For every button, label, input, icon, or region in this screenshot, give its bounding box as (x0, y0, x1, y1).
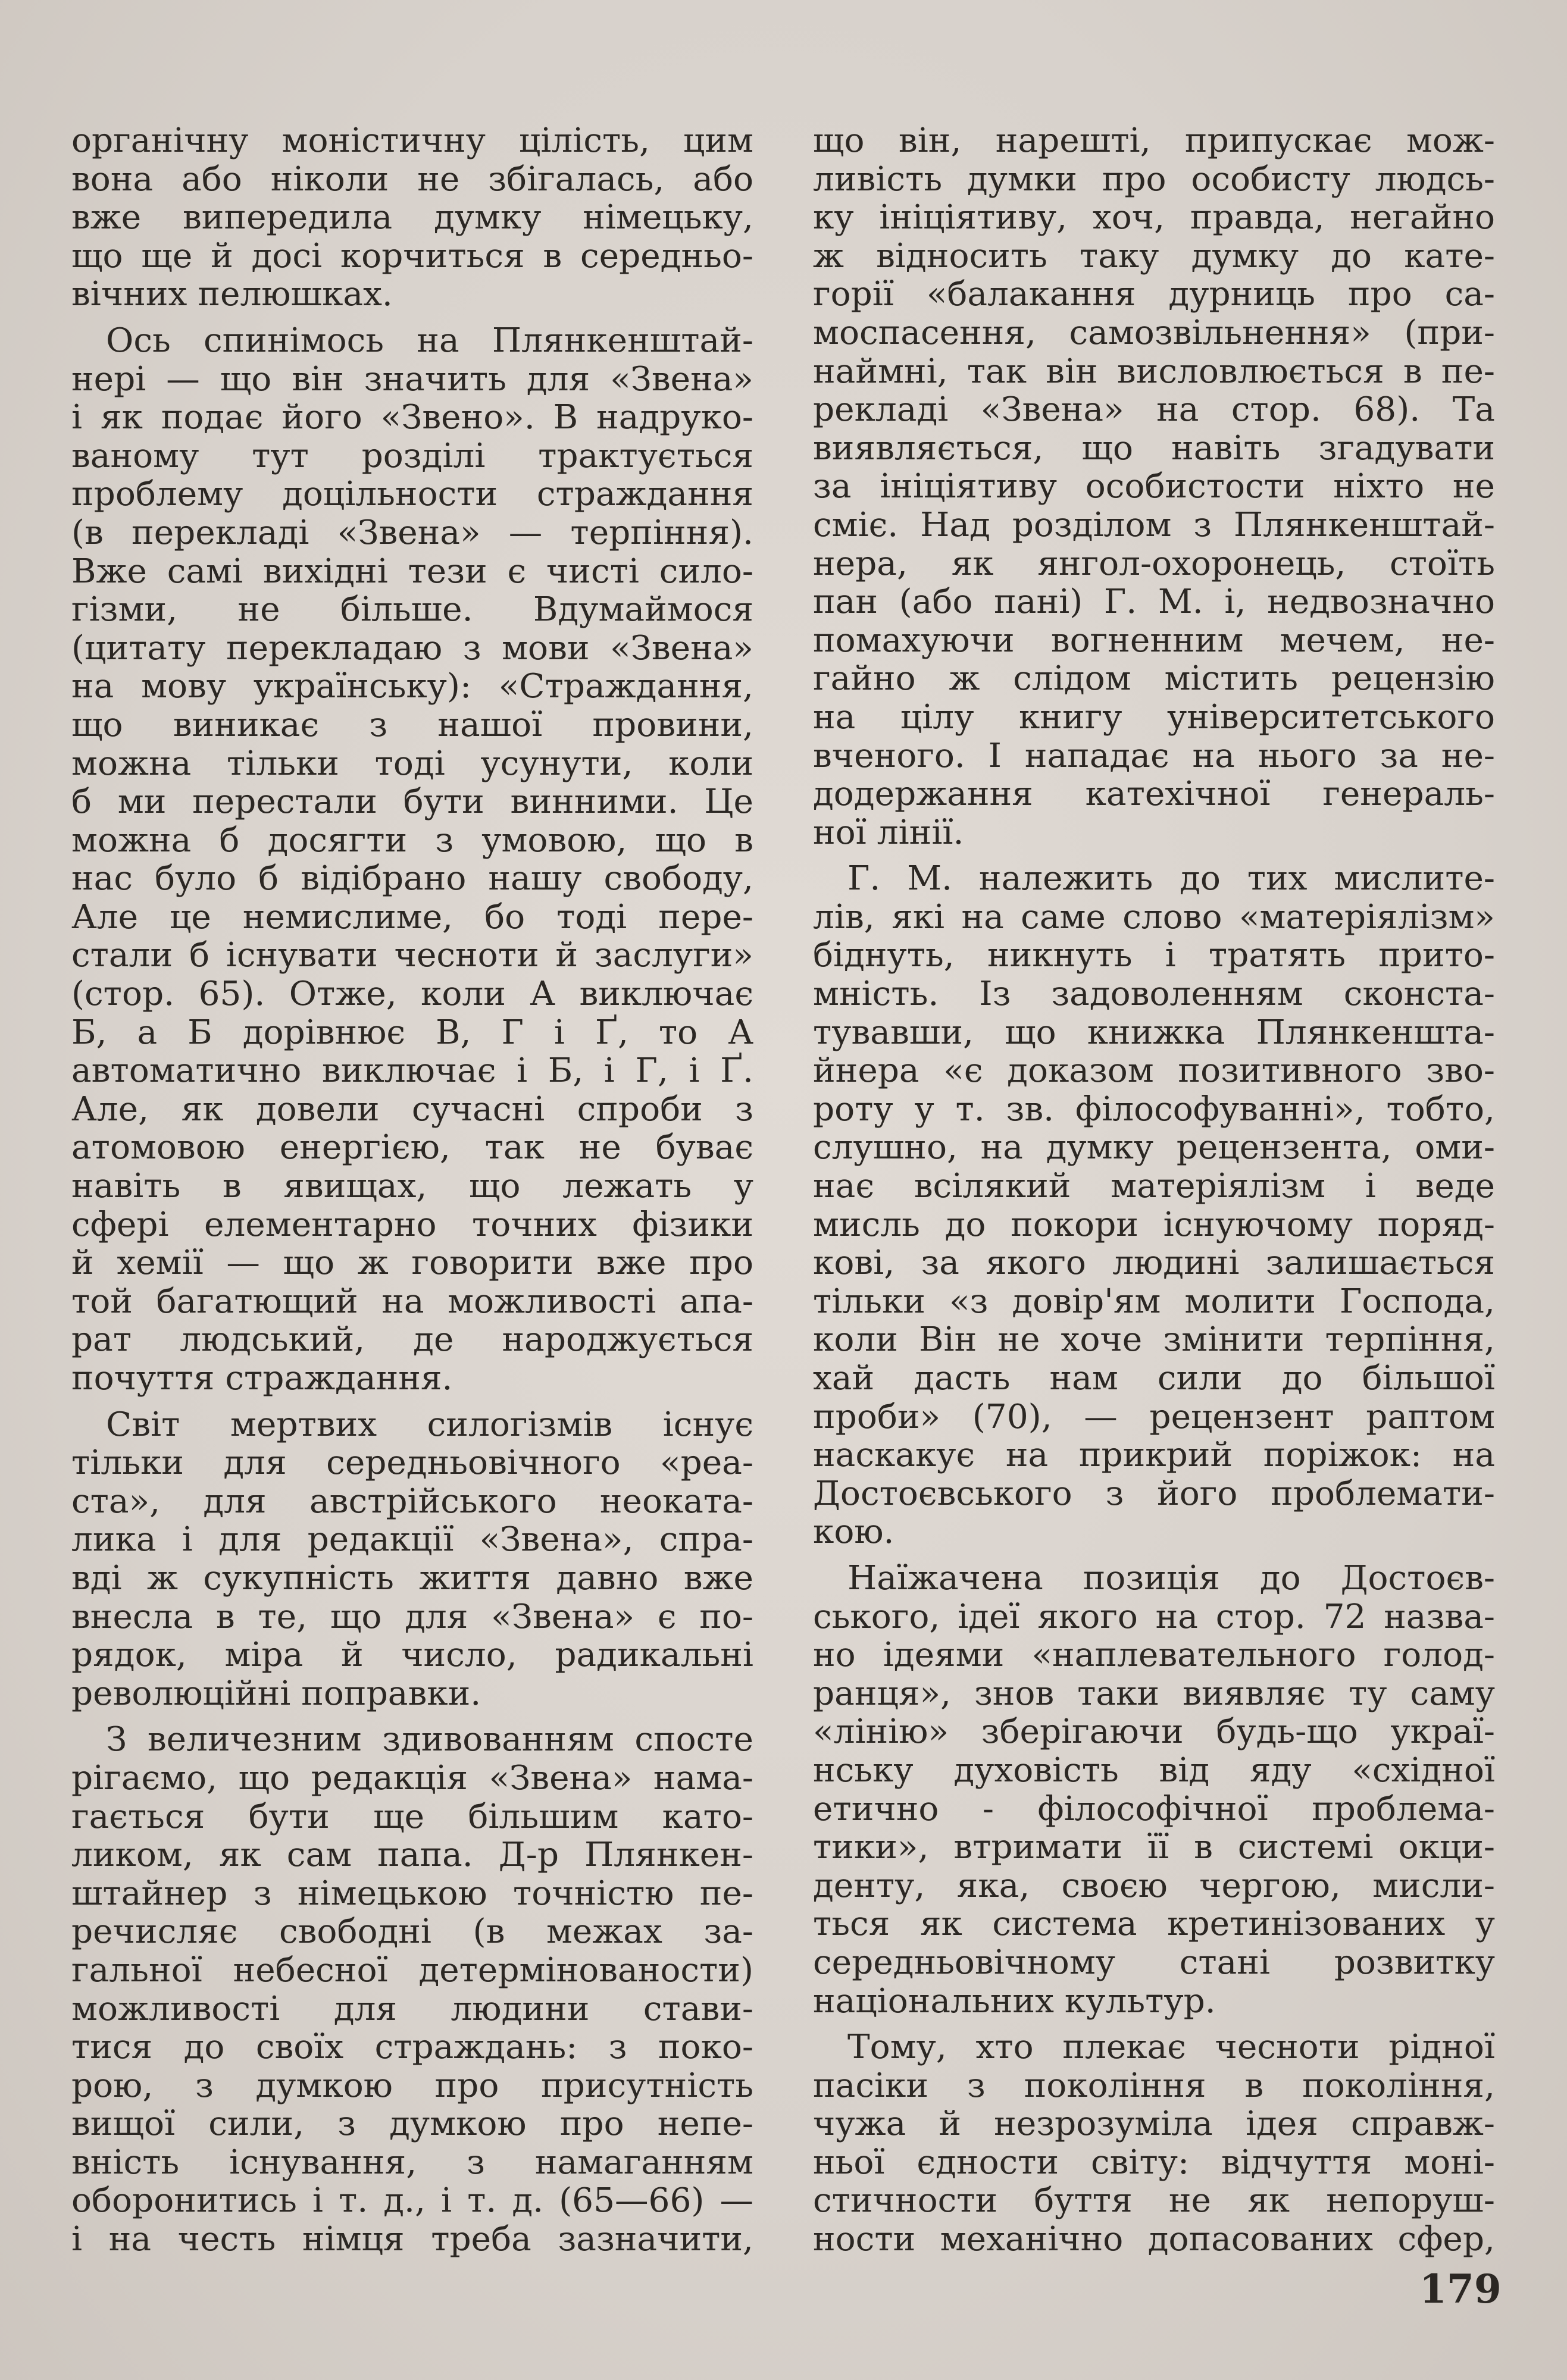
text-line: мність. Із задоволенням сконста- (813, 975, 1495, 1014)
text-line: що він, нарешті, припускає мож- (813, 121, 1495, 160)
text-line: (в перекладі «Звена» — терпіння). (71, 513, 753, 552)
text-line: пан (або пані) Г. М. і, недвозначно (813, 583, 1495, 622)
text-line: горії «балакання дурниць про са- (813, 275, 1495, 314)
text-line: проби» (70), — рецензент раптом (813, 1397, 1495, 1436)
text-line: що виникає з нашої провини, (71, 705, 753, 744)
text-line: лика і для редакції «Звена», спра- (71, 1520, 753, 1559)
text-line: рат людський, де народжується (71, 1320, 753, 1360)
text-line: ського, ідеї якого на стор. 72 назва- (813, 1597, 1495, 1636)
text-line: рігаємо, що редакція «Звена» нама- (71, 1758, 753, 1797)
text-line: З величезним здивованням спосте (106, 1720, 753, 1759)
text-line: рядок, міра й число, радикальні (71, 1636, 753, 1675)
text-line: ку ініціятиву, хоч, правда, негайно (813, 198, 1495, 237)
paragraph (71, 322, 753, 1398)
text-line: йнера «є доказом позитивного зво- (813, 1051, 1495, 1091)
text-line: ної лінії. (813, 813, 964, 852)
text-line: проблему доцільности страждання (71, 475, 753, 514)
text-line: почуття страждання. (71, 1359, 453, 1398)
page-number: 179 (1419, 2266, 1502, 2312)
text-line: ваному тут розділі трактується (71, 436, 753, 475)
text-line: внесла в те, що для «Звена» є по- (71, 1597, 753, 1636)
paragraph (813, 122, 1495, 852)
text-line: помахуючи вогненним мечем, не- (813, 621, 1495, 660)
text-line: тільки «з довір'ям молити Господа, (813, 1282, 1495, 1321)
text-line: навіть в явищах, що лежать у (71, 1167, 753, 1206)
text-line: вченого. І нападає на нього за не- (813, 736, 1495, 775)
text-line: наймні, так він висловлюється в пе- (813, 352, 1495, 391)
text-line: кові, за якого людині залишається (813, 1244, 1495, 1283)
text-line: Вже самі вихідні тези є чисті сило- (71, 552, 753, 591)
text-line: гайно ж слідом містить рецензію (813, 659, 1495, 699)
text-line: вона або ніколи не збігалась, або (71, 159, 753, 199)
text-line: б ми перестали бути винними. Це (71, 782, 753, 822)
text-line: стичности буття не як непоруш- (813, 2181, 1495, 2221)
text-line: лів, які на саме слово «матеріялізм» (813, 897, 1495, 937)
text-line: слушно, на думку рецензента, оми- (813, 1128, 1495, 1167)
text-line: що ще й досі корчиться в середньо- (71, 236, 753, 275)
text-line: пасіки з покоління в покоління, (813, 2066, 1495, 2105)
text-line: той багатющий на можливості апа- (71, 1282, 753, 1321)
text-line: моспасення, самозвільнення» (при- (813, 313, 1495, 352)
text-line: можна тільки тоді усунути, коли (71, 744, 753, 783)
right-column (813, 122, 1495, 2267)
text-line: середньовічному стані розвитку (813, 1943, 1495, 1982)
text-line: роту у т. зв. філософуванні», тобто, (813, 1089, 1495, 1129)
text-line: рекладі «Звена» на стор. 68). Та (813, 390, 1495, 430)
text-line: хай дасть нам сили до більшої (813, 1359, 1495, 1398)
text-line: органічну моністичну цілість, цим (71, 121, 753, 160)
text-line: нері — що він значить для «Звена» (71, 359, 753, 399)
paragraph (71, 1406, 753, 1714)
text-line: сфері елементарно точних фізики (71, 1205, 753, 1244)
text-line: тувавши, що книжка Плянкеншта- (813, 1013, 1495, 1052)
text-line: Ось спинімось на Плянкенштай- (106, 321, 753, 360)
text-line: вже випередила думку німецьку, (71, 198, 753, 237)
text-line: тися до своїх страждань: з поко- (71, 2028, 753, 2067)
text-line: рою, з думкою про присутність (71, 2066, 753, 2105)
text-line: ж відносить таку думку до кате- (813, 236, 1495, 275)
text-line: мисль до покори існуючому поряд- (813, 1205, 1495, 1244)
text-line: можливості для людини стави- (71, 1989, 753, 2028)
text-line: тики», втримати її в системі окци- (813, 1828, 1495, 1867)
paragraph (71, 1721, 753, 2259)
text-line: атомовою енергією, так не буває (71, 1128, 753, 1167)
text-line: (стор. 65). Отже, коли А виключає (71, 975, 753, 1014)
text-line: кою. (813, 1512, 894, 1552)
text-line: стали б існувати чесноти й заслуги» (71, 936, 753, 975)
text-line: виявляється, що навіть згадувати (813, 428, 1495, 468)
text-line: і як подає його «Звено». В надруко- (71, 398, 753, 437)
text-line: біднуть, никнуть і тратять прито- (813, 936, 1495, 975)
text-line: на цілу книгу університетського (813, 697, 1495, 737)
text-line: Але це немислиме, бо тоді пере- (71, 897, 753, 937)
text-line: ться як система кретинізованих у (813, 1905, 1495, 1944)
text-line: автоматично виключає і Б, і Г, і Ґ. (71, 1051, 753, 1091)
text-line: Світ мертвих силогізмів існує (106, 1405, 753, 1444)
text-line: штайнер з німецькою точністю пе- (71, 1874, 753, 1913)
left-column (71, 122, 753, 2267)
text-line: додержання катехічної генераль- (813, 775, 1495, 814)
text-line: гальної небесної детермінованости) (71, 1950, 753, 1990)
text-line: й хемії — що ж говорити вже про (71, 1244, 753, 1283)
text-line: коли Він не хоче змінити терпіння, (813, 1320, 1495, 1360)
text-line: гізми, не більше. Вдумаймося (71, 590, 753, 630)
text-line: гається бути ще більшим като- (71, 1797, 753, 1836)
text-line: національних культур. (813, 1981, 1216, 2021)
paragraph (813, 2028, 1495, 2259)
text-line: наскакує на прикрий поріжок: на (813, 1436, 1495, 1475)
text-line: вність існування, з намаганням (71, 2143, 753, 2182)
text-line: вищої сили, з думкою про непе- (71, 2105, 753, 2144)
text-line: оборонитись і т. д., і т. д. (65—66) — (71, 2181, 753, 2221)
text-line: денту, яка, своєю чергою, мисли- (813, 1866, 1495, 1905)
text-line: Г. М. належить до тих мислите- (847, 859, 1495, 898)
text-line: чужа й незрозуміла ідея справж- (813, 2105, 1495, 2144)
text-line: ста», для австрійського неоката- (71, 1482, 753, 1521)
text-line: ности механічно допасованих сфер, (813, 2220, 1495, 2259)
text-line: (цитату перекладаю з мови «Звена» (71, 628, 753, 668)
text-line: вді ж сукупність життя давно вже (71, 1558, 753, 1598)
text-line: за ініціятиву особистости ніхто не (813, 467, 1495, 506)
text-line: ликом, як сам папа. Д-р Плянкен- (71, 1836, 753, 1875)
text-line: Достоєвського з його проблемати- (813, 1474, 1495, 1513)
text-line: Тому, хто плекає чесноти рідної (847, 2028, 1495, 2067)
paragraph (813, 860, 1495, 1552)
text-line: речисляє свободні (в межах за- (71, 1912, 753, 1952)
text-line: і на честь німця треба зазначити, (71, 2220, 753, 2259)
text-line: вічних пелюшках. (71, 275, 393, 314)
text-line: на мову українську): «Страждання, (71, 667, 753, 706)
text-line: нську духовість від яду «східної (813, 1750, 1495, 1790)
text-line: Б, а Б дорівнює В, Г і Ґ, то А (71, 1013, 753, 1052)
text-line: но ідеями «наплевательного голод- (813, 1636, 1495, 1675)
text-line: нера, як янгол-охоронець, стоїть (813, 544, 1495, 583)
text-line: Але, як довели сучасні спроби з (71, 1089, 753, 1129)
text-line: ньої єдности світу: відчуття моні- (813, 2143, 1495, 2182)
text-line: етично - філософічної проблема- (813, 1789, 1495, 1828)
text-line: ливість думки про особисту людсь- (813, 159, 1495, 199)
text-line: «лінію» зберігаючи будь-що украї- (813, 1712, 1495, 1752)
text-line: можна б досягти з умовою, що в (71, 821, 753, 860)
text-line: тільки для середньовічного «реа- (71, 1443, 753, 1483)
text-line: нас було б відібрано нашу свободу, (71, 859, 753, 898)
paragraph (813, 1559, 1495, 2021)
text-line: сміє. Над розділом з Плянкенштай- (813, 505, 1495, 544)
text-line: ранця», знов таки виявляє ту саму (813, 1674, 1495, 1713)
text-line: Наїжачена позиція до Достоєв- (847, 1558, 1495, 1598)
text-line: нає всілякий матеріялізм і веде (813, 1167, 1495, 1206)
paragraph (71, 122, 753, 314)
text-line: революційні поправки. (71, 1674, 481, 1713)
